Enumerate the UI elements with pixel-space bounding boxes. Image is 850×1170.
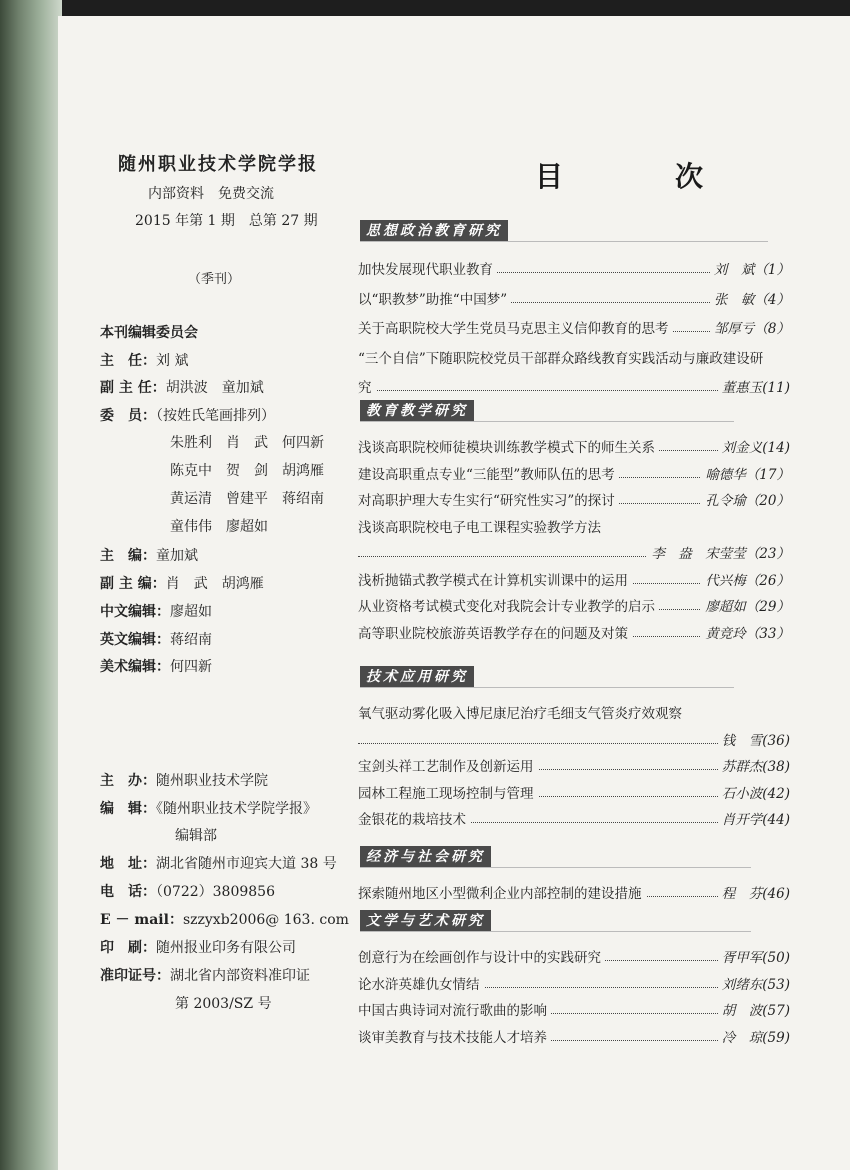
toc-entry-author-page: 代兴梅（26） (701, 569, 790, 589)
toc-entry[interactable] (358, 489, 790, 509)
toc-entry-author-page: 胡 波(57) (718, 999, 790, 1019)
toc-entry-title: 谈审美教育与技术技能人才培养 (358, 1026, 551, 1046)
toc-entry[interactable] (358, 569, 790, 589)
print-row: 印 刷：随州报业印务有限公司 (100, 940, 296, 956)
toc-entry-title: 论水浒英雄仇女情结 (358, 973, 484, 993)
toc-entry-author-page: 刘金义(14) (718, 436, 790, 456)
toc-entry[interactable] (358, 729, 790, 749)
toc-entry[interactable] (358, 882, 790, 902)
toc-entry[interactable] (358, 542, 790, 562)
toc-entry-author-page: 苏群杰(38) (718, 755, 790, 775)
toc-entry-author-page: 黄竞玲（33） (701, 622, 790, 642)
toc-entry[interactable] (358, 999, 790, 1019)
issue-number: 2015 年第 1 期 总第 27 期 (135, 213, 318, 229)
section-heading: 教育教学研究 (360, 400, 474, 422)
toc-entry-author-page: 石小波(42) (718, 782, 790, 802)
toc-entry-author-page: 喻德华（17） (701, 463, 790, 483)
vice-director-row: 副 主 任：胡洪波 童加斌 (100, 380, 264, 396)
committee-title: 本刊编辑委员会 (100, 325, 198, 341)
internal-note: 内部资料 免费交流 (148, 186, 274, 202)
toc-entry-author-page: 李 盎 宋莹莹（23） (647, 542, 790, 562)
toc-entry-title: 金银花的栽培技术 (358, 808, 470, 828)
toc-entry-title: 探索随州地区小型微利企业内部控制的建设措施 (358, 882, 646, 902)
toc-entry-title: 加快发展现代职业教育 (358, 258, 497, 278)
toc-entry[interactable] (358, 755, 790, 775)
email-row: E － mail：szzyxb2006@ 163. com (100, 912, 349, 928)
toc-entry-title: 宝剑头祥工艺制作及创新运用 (358, 755, 538, 775)
permit-row-2: 第 2003/SZ 号 (175, 996, 272, 1012)
editor-row: 主 编：童加斌 (100, 548, 198, 564)
section-heading: 经济与社会研究 (360, 846, 491, 868)
toc-entry-author-page: 张 敏（4） (710, 288, 790, 308)
section-heading: 文学与艺术研究 (360, 910, 491, 932)
toc-entry-author-page: 胥甲军(50) (718, 946, 790, 966)
toc-entry[interactable] (358, 808, 790, 828)
toc-entry-title: 对高职护理大专生实行“研究性实习”的探讨 (358, 489, 619, 509)
toc-entry[interactable] (358, 946, 790, 966)
toc-entry-author-page: 钱 雪(36) (718, 729, 790, 749)
toc-entry[interactable] (358, 317, 790, 337)
toc-entry-title: 从业资格考试模式变化对我院会计专业教学的启示 (358, 595, 659, 615)
quarterly-label: （季刊） (188, 272, 241, 287)
art-editor-row: 美术编辑：何四新 (100, 659, 212, 675)
toc-title: 目 次 (535, 160, 746, 193)
toc-entry[interactable] (358, 347, 790, 367)
toc-entry[interactable] (358, 516, 790, 536)
section-heading: 技术应用研究 (360, 666, 474, 688)
toc-entry-author-page: 程 芬(46) (718, 882, 790, 902)
toc-entry[interactable] (358, 1026, 790, 1046)
toc-entry-author-page: 邹厚亏（8） (710, 317, 790, 337)
toc-entry-title: 高等职业院校旅游英语教学存在的问题及对策 (358, 622, 632, 642)
toc-entry-author-page: 孔令瑜（20） (701, 489, 790, 509)
director-row: 主 任：刘 斌 (100, 353, 189, 369)
toc-entry-title: 究 (358, 376, 376, 396)
members-line: 陈克中 贺 剑 胡鸿雁 (170, 463, 324, 479)
toc-entry-title: 关于高职院校大学生党员马克思主义信仰教育的思考 (358, 317, 673, 337)
toc-entry[interactable] (358, 622, 790, 642)
toc-entry[interactable] (358, 288, 790, 308)
toc-entry-title: 浅谈高职院校电子电工课程实验教学方法 (358, 516, 605, 536)
permit-row: 准印证号：湖北省内部资料准印证 (100, 968, 310, 984)
toc-entry-title: “三个自信”下随职院校党员干部群众路线教育实践活动与廉政建设研 (358, 347, 767, 367)
members-line: 黄运清 曾建平 蒋绍南 (170, 491, 324, 507)
toc-entry[interactable] (358, 436, 790, 456)
toc-entry-title: 创意行为在绘画创作与设计中的实践研究 (358, 946, 605, 966)
toc-entry[interactable] (358, 973, 790, 993)
vice-editor-row: 副 主 编：肖 武 胡鸿雁 (100, 576, 264, 592)
toc-entry-title: 中国古典诗词对流行歌曲的影响 (358, 999, 551, 1019)
toc-entry-author-page: 董惠玉(11) (718, 376, 790, 396)
edit-row: 编 辑：《随州职业技术学院学报》 (100, 801, 317, 817)
host-row: 主 办：随州职业技术学院 (100, 773, 268, 789)
toc-entry[interactable] (358, 376, 790, 396)
journal-name: 随州职业技术学院学报 (118, 154, 318, 175)
toc-entry-author-page: 刘绪东(53) (718, 973, 790, 993)
members-line: 童伟伟 廖超如 (170, 519, 268, 535)
toc-entry-author-page: 冷 琼(59) (718, 1026, 790, 1046)
address-row: 地 址：湖北省随州市迎宾大道 38 号 (100, 856, 337, 872)
toc-entry-author-page: 肖开学(44) (718, 808, 790, 828)
toc-entry-title: 以“职教梦”助推“中国梦” (358, 288, 511, 308)
members-line: 朱胜利 肖 武 何四新 (170, 435, 324, 451)
edit-row-2: 编辑部 (175, 828, 217, 844)
en-editor-row: 英文编辑：蒋绍南 (100, 632, 212, 648)
section-heading: 思想政治教育研究 (360, 220, 508, 242)
cn-editor-row: 中文编辑：廖超如 (100, 604, 212, 620)
toc-entry-title: 园林工程施工现场控制与管理 (358, 782, 538, 802)
phone-row: 电 话：（0722）3809856 (100, 884, 275, 900)
toc-entry[interactable] (358, 782, 790, 802)
members-row: 委 员：（按姓氏笔画排列） (100, 408, 275, 424)
toc-entry[interactable] (358, 595, 790, 615)
toc-entry-title: 浅谈高职院校师徒模块训练教学模式下的师生关系 (358, 436, 659, 456)
toc-entry-author-page: 刘 斌（1） (710, 258, 790, 278)
toc-entry-title: 建设高职重点专业“三能型”教师队伍的思考 (358, 463, 619, 483)
toc-entry-title: 浅析抛锚式教学模式在计算机实训课中的运用 (358, 569, 632, 589)
toc-entry-author-page: 廖超如（29） (701, 595, 790, 615)
toc-entry[interactable] (358, 258, 790, 278)
book-spine-shadow (0, 0, 62, 1170)
toc-entry[interactable] (358, 702, 790, 722)
toc-entry[interactable] (358, 463, 790, 483)
toc-entry-title: 氧气驱动雾化吸入博尼康尼治疗毛细支气管炎疗效观察 (358, 702, 686, 722)
